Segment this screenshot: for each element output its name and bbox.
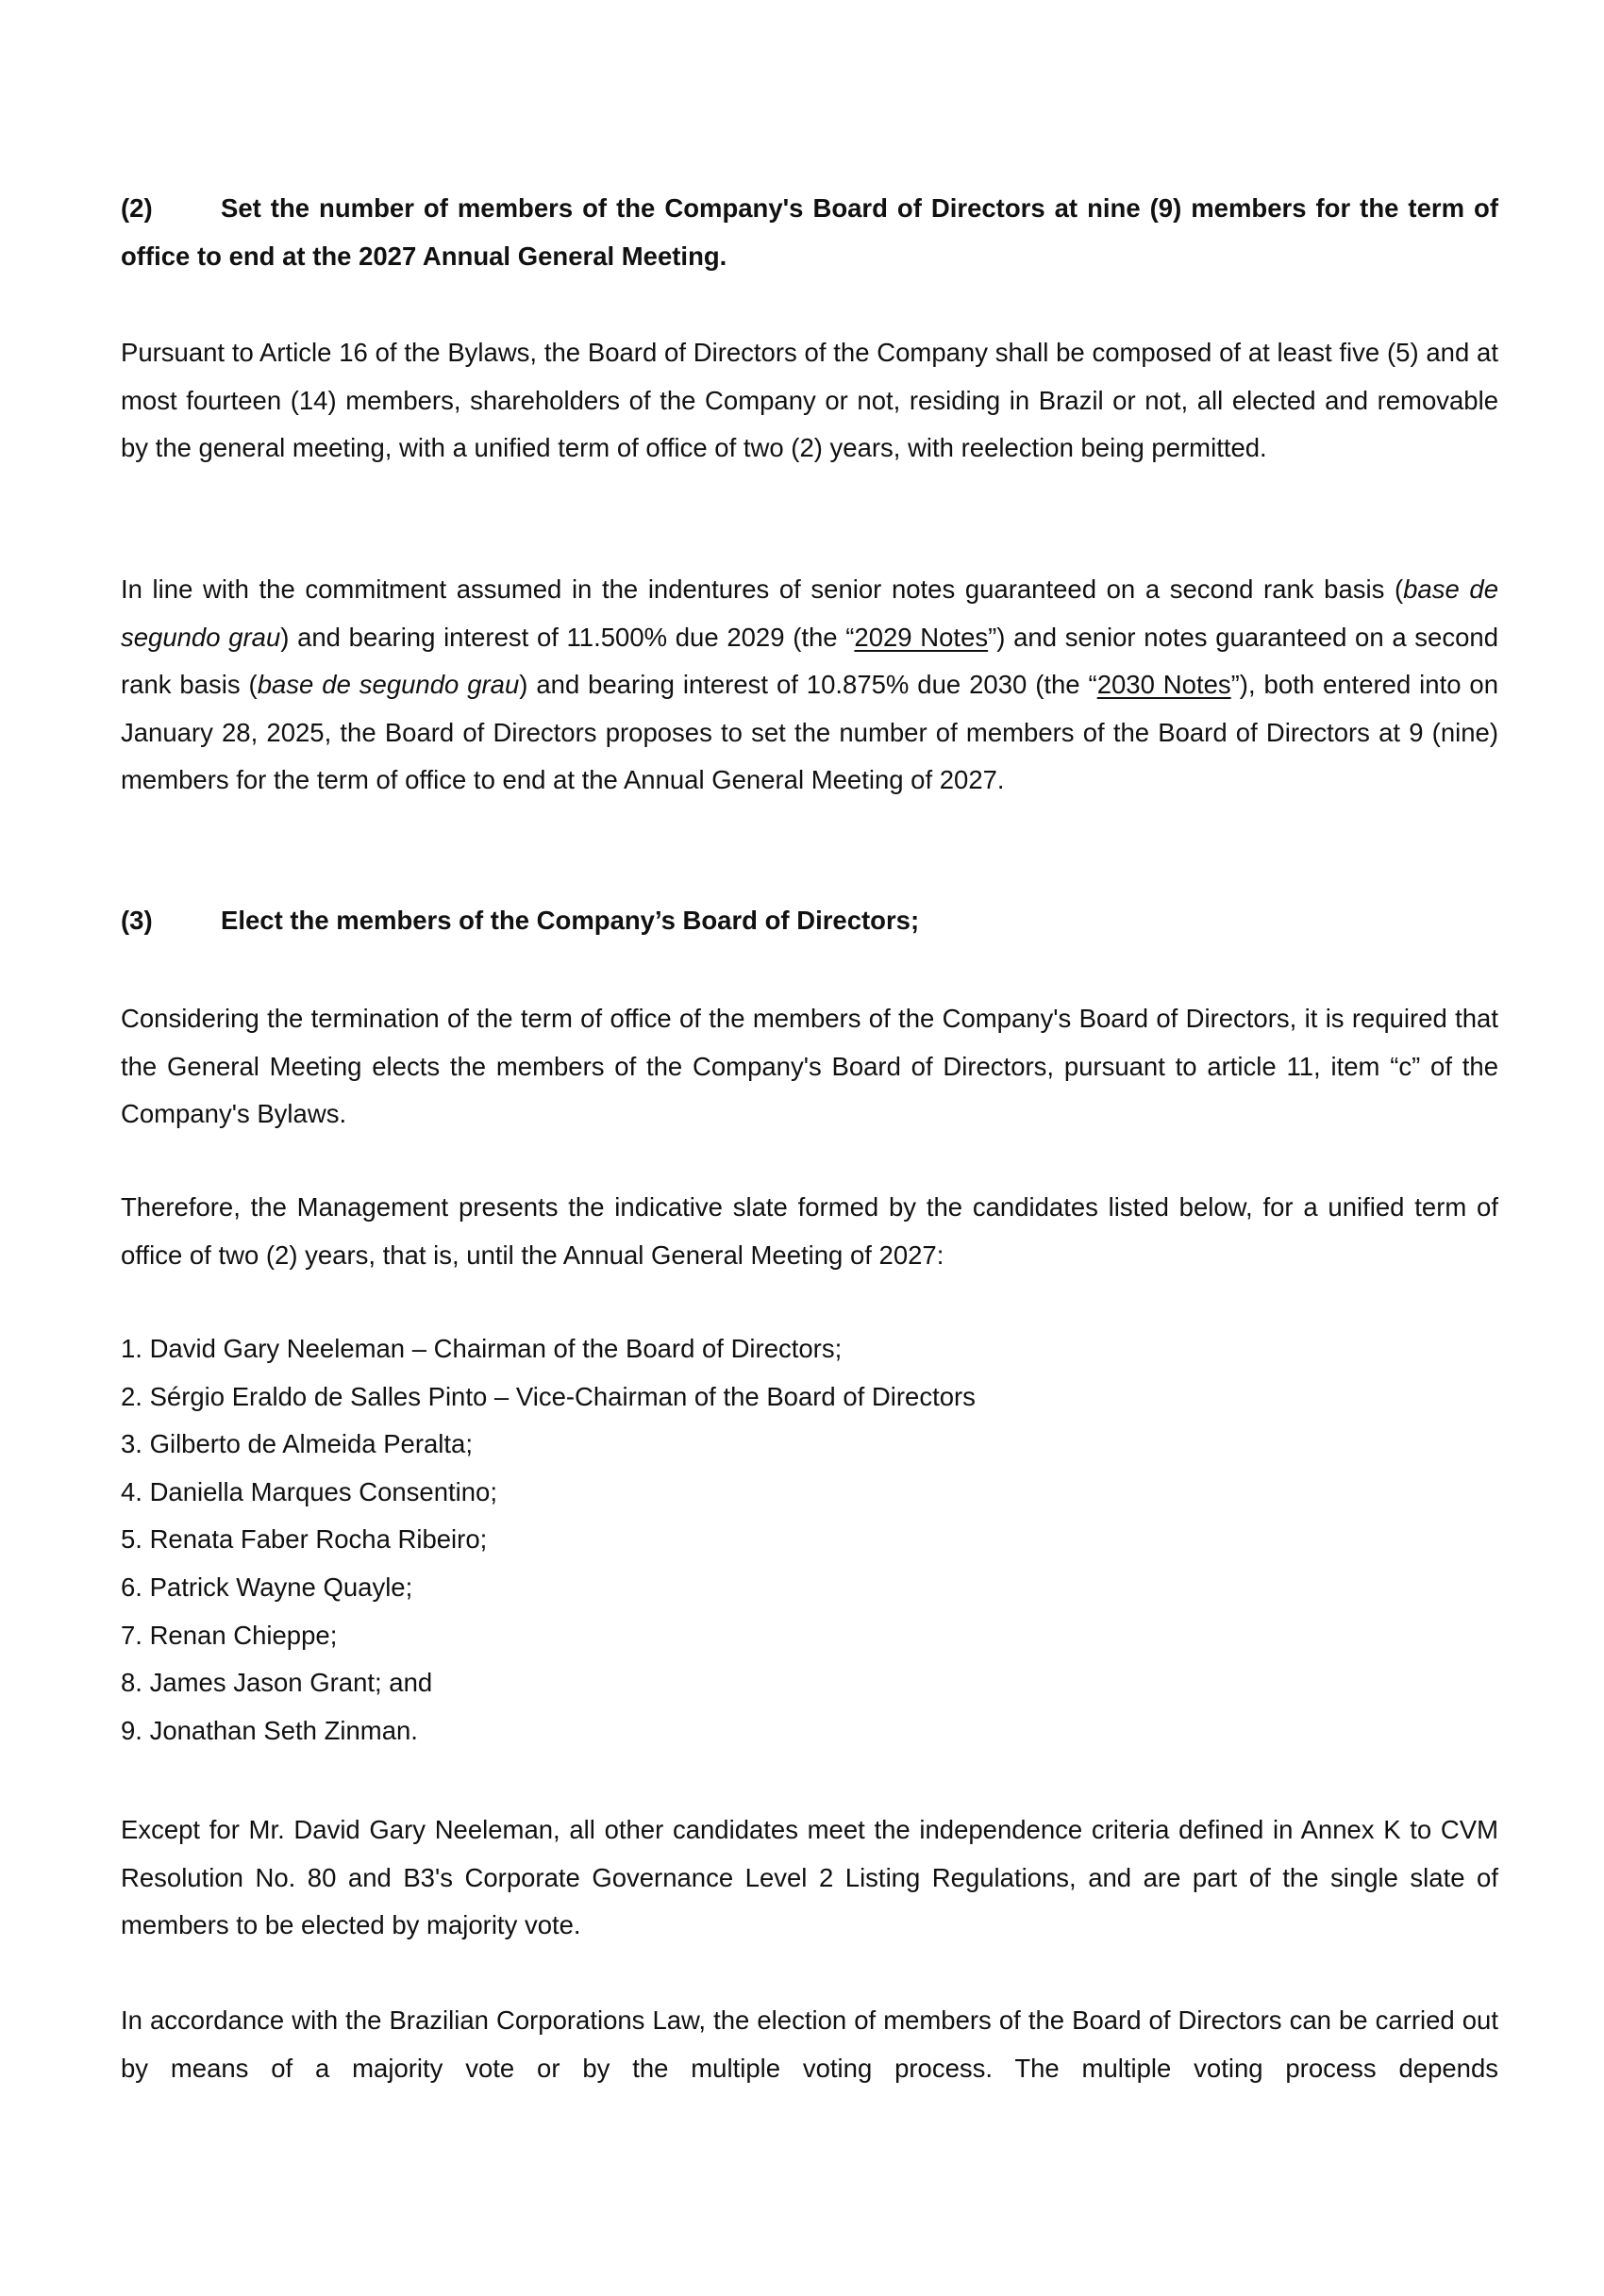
- text-run: ) and bearing interest of 11.500% due 2029 (the “: [280, 622, 855, 652]
- text-run: ) and bearing interest of 10.875% due 2030 (the “: [519, 670, 1097, 700]
- bylaws-paragraph: Pursuant to Article 16 of the Bylaws, the Board of Directors of the Company shall be composed of at least five (5) and at most fourteen (14) members, shareholders of the Company or not, residing in Brazil or not, all elected and removable by the general meeting, with a unified term of office of two (2) years, with reelection being permitted.: [121, 338, 1498, 463]
- text-run: ”), both entered into on January 28, 2025, the Board of Directors proposes to set the number of members of the Board of Directors at 9 (nine) members for the term of office to end at the Annual General Meeting of 2027.: [121, 670, 1499, 795]
- text-run: In line with the commitment assumed in the indentures of senior notes guaranteed on a second rank basis (: [121, 574, 1404, 604]
- list-item: 5. Renata Faber Rocha Ribeiro;: [121, 1524, 488, 1555]
- section-title: Elect the members of the Company’s Board of Directors;: [221, 906, 920, 935]
- list-item: 6. Patrick Wayne Quayle;: [121, 1572, 413, 1602]
- independence-paragraph: Except for Mr. David Gary Neeleman, all other candidates meet the independence criteria defined in Annex K to CVM Resolution No. 80 and B3's Corporate Governance Level 2 Listing Regulations, and are part of the single slate of members to be elected by majority vote.: [121, 1815, 1498, 1940]
- list-item: 4. Daniella Marques Consentino;: [121, 1476, 497, 1506]
- section-title: Set the number of members of the Company's Board of Directors at nine (9) members for the term of office to end at the 2027 Annual General Meeting.: [121, 193, 1498, 271]
- section-2-heading: [121, 185, 1498, 280]
- list-item: 3. Gilberto de Almeida Peralta;: [121, 1429, 473, 1459]
- voting-paragraph: In accordance with the Brazilian Corporations Law, the election of members of the Board of Directors can be carried out by means of a majority vote or by the multiple voting process. The multiple voting process depends: [121, 2005, 1498, 2083]
- slate-intro-paragraph: Therefore, the Management presents the indicative slate formed by the candidates listed below, for a unified term of office of two (2) years, that is, until the Annual General Meeting of 2027:: [121, 1192, 1498, 1270]
- section-number: (2): [121, 193, 153, 223]
- defined-term-2029-notes: 2029 Notes: [854, 622, 989, 652]
- italic-term: base de segundo grau: [257, 670, 520, 700]
- list-item: 2. Sérgio Eraldo de Salles Pinto – Vice-Chairman of the Board of Directors: [121, 1381, 976, 1411]
- list-item: 7. Renan Chieppe;: [121, 1620, 338, 1650]
- list-item: 8. James Jason Grant; and: [121, 1668, 433, 1698]
- section-number: (3): [121, 906, 153, 935]
- list-item: 9. Jonathan Seth Zinman.: [121, 1715, 418, 1745]
- notes-paragraph: [121, 566, 1498, 805]
- termination-paragraph: Considering the termination of the term of office of the members of the Company's Board of Directors, it is required that the General Meeting elects the members of the Company's Board of Directors, pursuant to article 11, item “c” of the Company's Bylaws.: [121, 1004, 1498, 1129]
- italic-term: base de segundo grau: [121, 574, 1498, 652]
- text-run: ”) and senior notes guaranteed on a second rank basis (: [121, 622, 1498, 700]
- section-3-heading: [121, 897, 1498, 945]
- list-item: 1. David Gary Neeleman – Chairman of the Board of Directors;: [121, 1334, 843, 1363]
- candidate-list: [121, 1325, 1498, 1755]
- defined-term-2030-notes: 2030 Notes: [1096, 670, 1231, 700]
